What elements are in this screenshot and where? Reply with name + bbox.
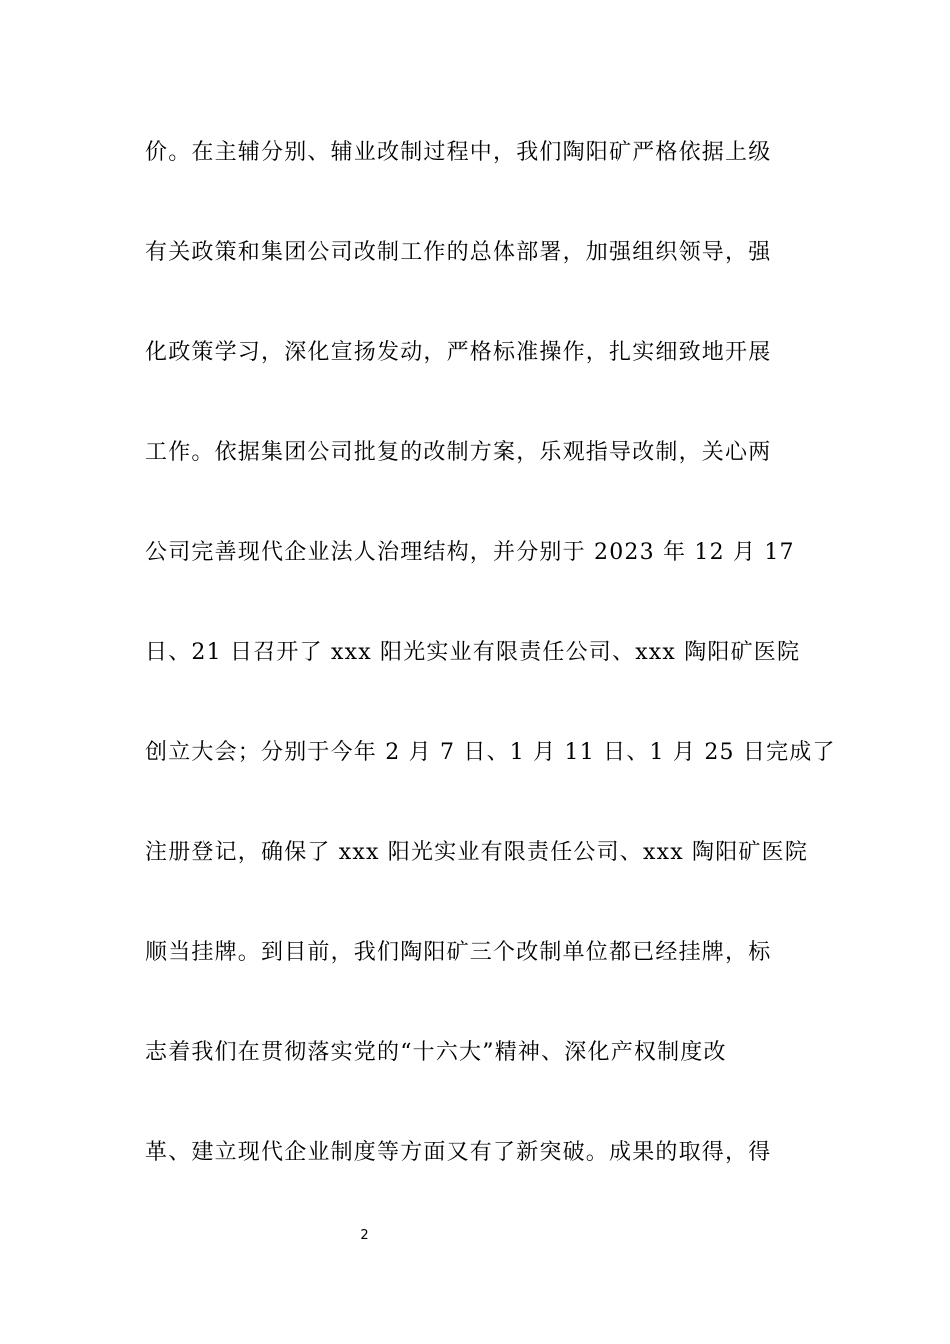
text-line: 公司完善现代企业法人治理结构，并分别于 2023 年 12 月 17	[145, 540, 795, 565]
text-line: 化政策学习，深化宣扬发动，严格标准操作，扎实细致地开展	[145, 340, 772, 365]
text-line: 日、21 日召开了 xxx 阳光实业有限责任公司、xxx 陶阳矿医院	[145, 640, 801, 665]
text-line: 工作。依据集团公司批复的改制方案，乐观指导改制，关心两	[145, 440, 772, 465]
text-line: 顺当挂牌。到目前，我们陶阳矿三个改制单位都已经挂牌，标	[145, 940, 772, 965]
text-line: 创立大会；分别于今年 2 月 7 日、1 月 11 日、1 月 25 日完成了	[145, 740, 836, 765]
text-line: 革、建立现代企业制度等方面又有了新突破。成果的取得，得	[145, 1140, 772, 1165]
body-text	[145, 133, 836, 1233]
text-line: 志着我们在贯彻落实党的“十六大”精神、深化产权制度改	[145, 1040, 727, 1065]
text-line: 注册登记，确保了 xxx 阳光实业有限责任公司、xxx 陶阳矿医院	[145, 840, 809, 865]
page-number: 2	[360, 1228, 369, 1243]
text-line: 价。在主辅分别、辅业改制过程中，我们陶阳矿严格依据上级	[145, 140, 772, 165]
text-line: 有关政策和集团公司改制工作的总体部署，加强组织领导，强	[145, 240, 772, 265]
